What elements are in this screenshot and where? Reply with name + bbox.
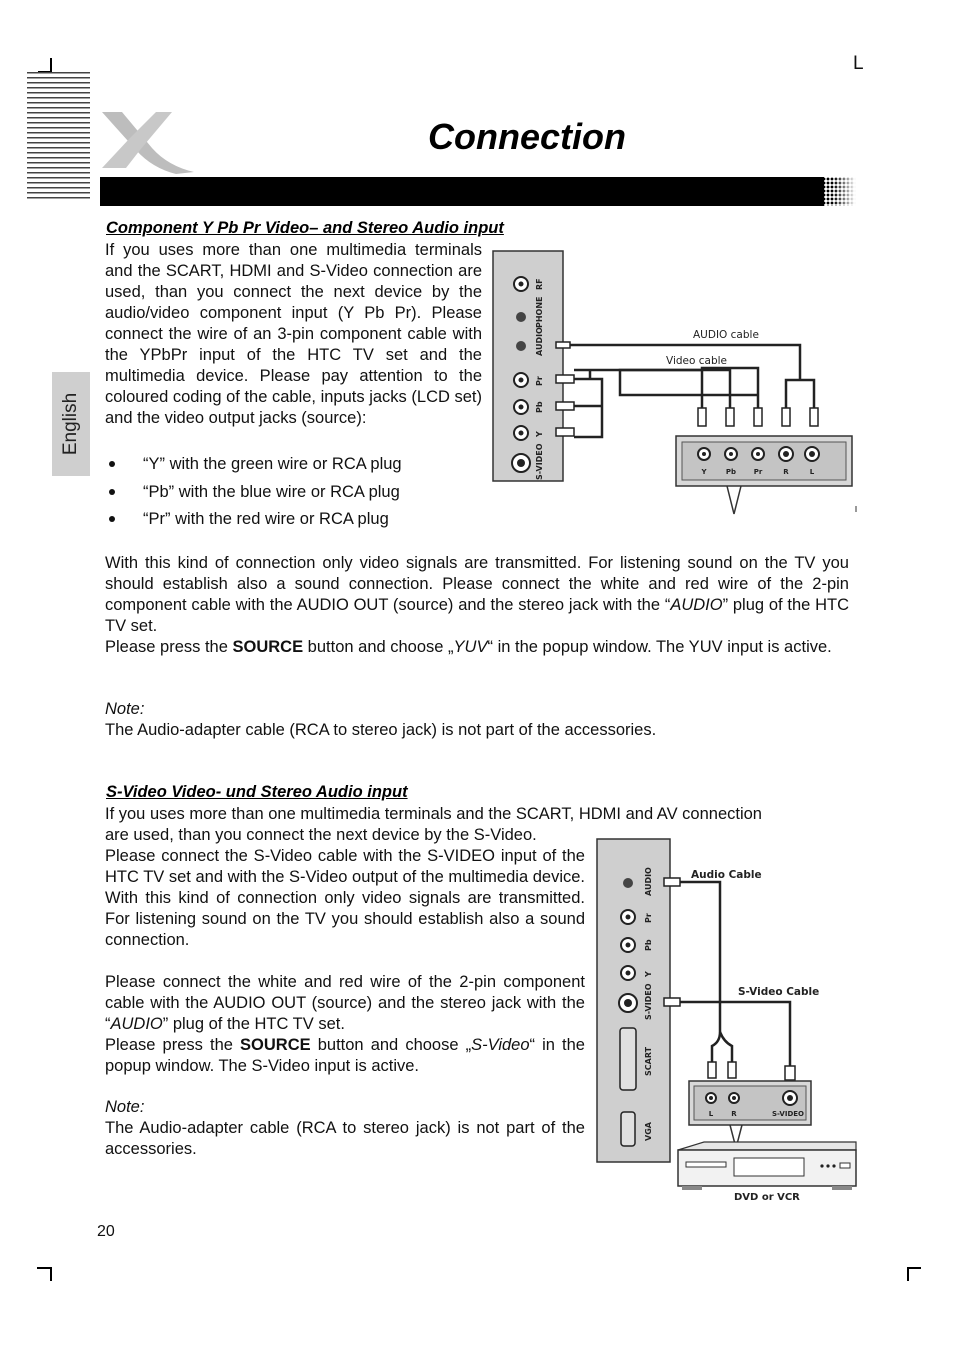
device-label-l: L — [809, 468, 815, 476]
panel-label-pr: Pr — [644, 913, 653, 923]
corner-mark: L — [853, 53, 864, 74]
bullet-y: “Y” with the green wire or RCA plug — [105, 454, 402, 482]
section1-note-label — [105, 699, 144, 720]
device-label-r: R — [731, 1110, 737, 1118]
crop-mark-top-left — [50, 58, 52, 72]
panel-label-vga: VGA — [644, 1122, 653, 1141]
bullet-pb: “Pb” with the blue wire or RCA plug — [105, 482, 402, 510]
panel-label-scart: SCART — [644, 1046, 653, 1076]
bullet-pr: “Pr” with the red wire or RCA plug — [105, 509, 402, 537]
panel-label-pb: Pb — [535, 401, 544, 413]
page-number: 20 — [97, 1223, 115, 1240]
section1-press-end: “ in the popup window. The YUV input is active. — [487, 638, 832, 656]
panel-label-audio: AUDIO — [535, 327, 544, 356]
section2-intro-rest: are used, than you connect the next device by the S-Video. — [105, 826, 537, 844]
audio-cable-label: Audio Cable — [691, 869, 762, 881]
section1-note-label-text: Note: — [105, 700, 145, 718]
section2-press-end: “ in the popup window. The S-Video input is active. — [105, 1036, 585, 1075]
section2-para3-text: Please connect the white and red wire of the 2-pin component cable with the AUDIO OUT (source) and the stereo jack with the “ — [105, 973, 585, 1033]
section1-yuv-word: YUV — [453, 638, 488, 656]
vga-port — [621, 1112, 635, 1146]
panel-label-y: Y — [644, 971, 653, 977]
language-tab — [52, 372, 90, 476]
header-bar — [100, 177, 824, 206]
panel-label-svideo: S-VIDEO — [535, 443, 544, 480]
section2-intro-full: If you uses more than one multimedia terminals and the SCART, HDMI and AV connection — [105, 805, 762, 823]
audio-cable-label: AUDIO cable — [693, 329, 759, 341]
brand-x-logo — [96, 108, 196, 176]
section2-press-mid: button and choose „ — [310, 1036, 472, 1054]
panel-label-svideo: S-VIDEO — [644, 983, 653, 1020]
device-label-l: L — [708, 1110, 714, 1118]
device-label-svideo: S-VIDEO — [771, 1110, 805, 1118]
section1-bullets — [105, 454, 402, 537]
section2-note-text: The Audio-adapter cable (RCA to stereo jack) is not part of the accessories. — [105, 1119, 585, 1158]
section1-heading: Component Y Pb Pr Video– and Stereo Audio input — [106, 219, 504, 237]
crop-mark-bottom-left-v — [50, 1267, 52, 1281]
section1-intro: If you uses more than one multimedia terminals and the SCART, HDMI and S-Video connection are used, than you connect the next device by the audio/video component input (Y Pb Pr). Please connect the wire of an 3-pin component cable with the YPbPr input of the HTC TV set and the multimedia device. Please pay attention to the coloured coding of the cable, inputs jacks (LCD set) and the video output jacks (source): — [105, 241, 482, 427]
section1-press-mid: button and choose „ — [303, 638, 454, 656]
section2-note-label — [105, 1097, 144, 1118]
svideo-connection-diagram — [594, 836, 864, 1206]
device-label-pr: Pr — [753, 468, 763, 476]
device-label-y: Y — [701, 468, 707, 476]
section1-source-word: SOURCE — [232, 638, 304, 656]
section2-para2: Please connect the S-Video cable with the S-VIDEO input of the HTC TV set and with the S-Video output of the multimedia device. With this kind of connection only video signals are transmitted. For listening sound on the TV you should establish also a sound connection. — [105, 847, 585, 949]
section1-body — [105, 553, 849, 658]
page-title: Connection — [428, 116, 626, 157]
section1-body-end: ” plug of the HTC TV set. — [105, 596, 849, 635]
section2-press-text: Please press the — [105, 1036, 241, 1054]
striped-margin-band — [27, 72, 90, 200]
section1-press-text: Please press the — [105, 638, 233, 656]
scart-port — [620, 1028, 636, 1090]
crop-mark-bottom-right — [907, 1267, 921, 1269]
panel-label-rf: RF — [535, 278, 544, 290]
video-cable-label: Video cable — [666, 355, 728, 367]
svideo-cable-label: S-Video Cable — [738, 986, 820, 998]
section2-audio-word: AUDIO — [110, 1015, 163, 1033]
panel-label-y: Y — [535, 431, 544, 437]
panel-label-audio: AUDIO — [644, 867, 653, 896]
section1-note-text: The Audio-adapter cable (RCA to stereo jack) is not part of the accessories. — [105, 721, 657, 739]
dvd-vcr-player — [678, 1142, 856, 1190]
device-label-pb: Pb — [725, 468, 737, 476]
header-bar-dots — [818, 177, 856, 206]
section2-heading: S-Video Video- und Stereo Audio input — [106, 783, 408, 801]
panel-label-pr: Pr — [535, 376, 544, 386]
panel-label-phone: PHONE — [535, 296, 544, 328]
section1-body-text: With this kind of connection only video signals are transmitted. For listening sound on the TV you should establish also a sound connection. Please connect the white and red wire of the 2-pin component cable with the AUDIO OUT (source) and the stereo jack with the “ — [105, 554, 849, 614]
device-name-label: DVD or VCR — [734, 1192, 800, 1203]
panel-label-pb: Pb — [644, 939, 653, 951]
section2-para3 — [105, 972, 585, 1077]
component-connection-diagram — [490, 250, 860, 516]
section2-source-word: SOURCE — [240, 1036, 311, 1054]
device-label-r: R — [783, 468, 789, 476]
section2-svideo-word: S-Video — [471, 1036, 530, 1054]
crop-mark-bottom-left — [37, 1267, 51, 1269]
section2-para3-end: ” plug of the HTC TV set. — [162, 1015, 345, 1033]
section1-body-audio: AUDIO — [670, 596, 723, 614]
section2-note-label-text: Note: — [105, 1098, 145, 1116]
crop-mark-bottom-right-v — [907, 1267, 909, 1281]
language-label: English — [60, 392, 82, 456]
